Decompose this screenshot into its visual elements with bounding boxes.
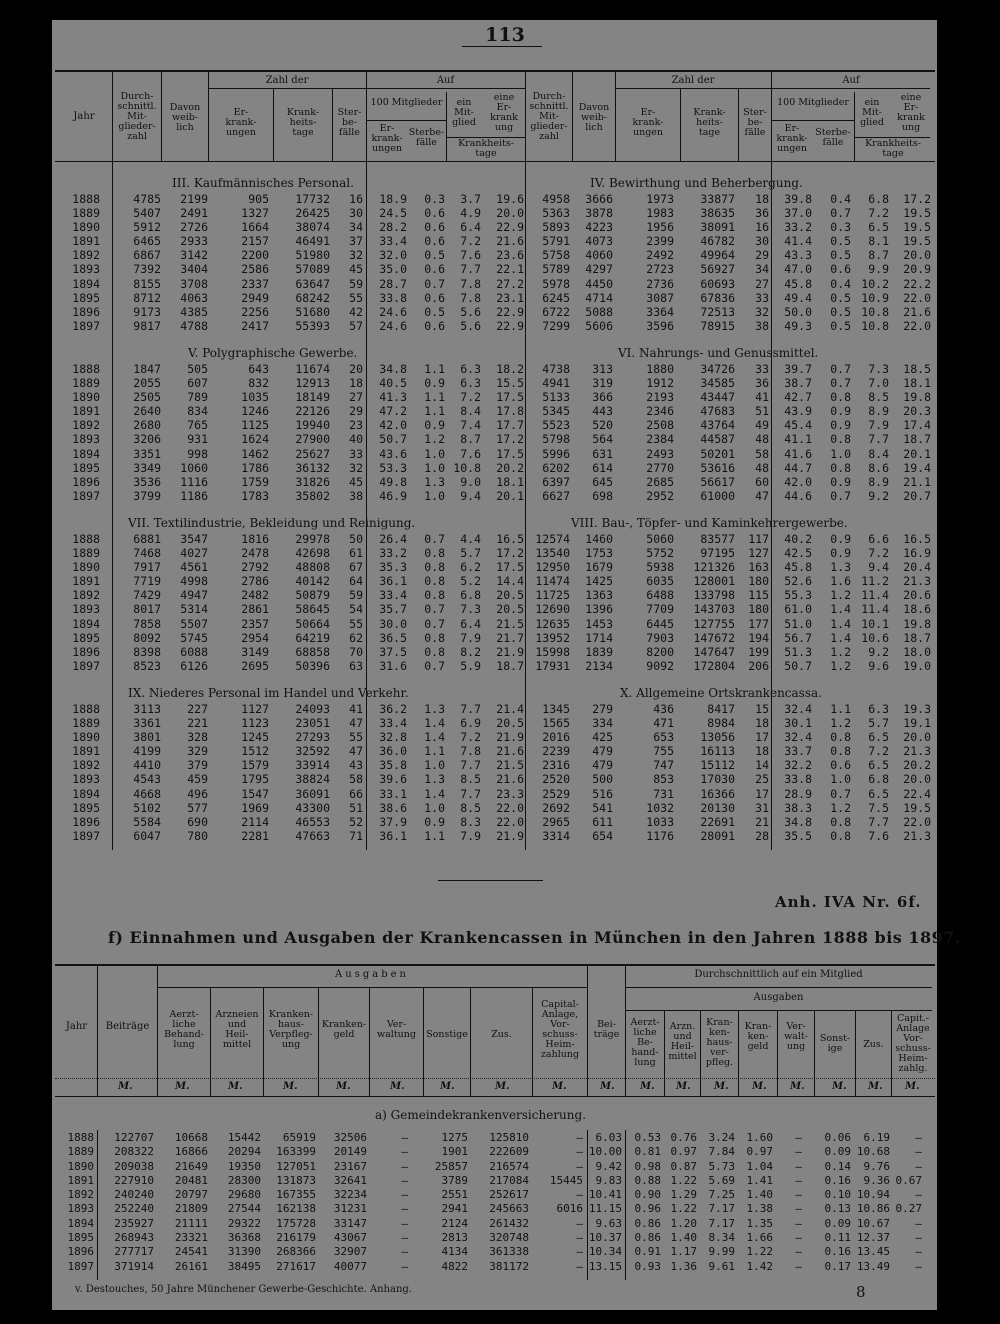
- hdr2-vline: [318, 988, 319, 1096]
- table2-column-0: 1888 1889 1890 1891 1892 1893 1894 1895 1896 1897: [67, 1131, 94, 1273]
- t2-header-beitraege: Beiträge: [105, 1021, 150, 1032]
- page-signature: 8: [856, 1283, 866, 1301]
- section-3-column-6: 0.7 0.7 0.8 0.9 0.9 0.8 1.0 0.8 0.9 0.7: [830, 362, 851, 503]
- currency-mark: M.: [790, 1081, 805, 1092]
- section-5-column-8: 16.5 16.9 20.4 21.3 20.6 18.6 19.8 18.7 18.0 19.0: [903, 532, 931, 673]
- t2-header-capit-b: Capit.- Anlage Vor- schuss- Heim- zahlg.: [895, 1013, 931, 1074]
- section-5-column-2: 5060 5752 5938 6035 6488 7709 6445 7903 8200 9092: [646, 532, 674, 673]
- section-title: VII. Textilindustrie, Bekleidung und Reinigung.: [128, 516, 416, 530]
- section-title: IV. Bewirthung und Beherbergung.: [590, 176, 803, 190]
- t2-header-krankengeld-b: Kran- ken- geld: [744, 1021, 772, 1052]
- header-zahl-der-right: Zahl der: [671, 75, 715, 86]
- section-7-column-6: 1.1 1.2 0.8 0.8 0.6 1.0 0.7 1.2 0.8 0.8: [830, 702, 851, 843]
- header-erkrankungen-sub-right: Er- krank- ungen: [776, 123, 808, 154]
- header-100-mitglieder: 100 Mitglieder: [370, 97, 443, 108]
- hdr-hline: [208, 88, 366, 89]
- year-column: 1888 1889 1890 1891 1892 1893 1894 1895 1896 1897: [72, 192, 100, 333]
- table2-column-10: 6.03 10.00 9.42 9.83 10.41 11.15 9.63 10.37 10.34 13.15: [588, 1131, 622, 1273]
- section-6-column-0: 3113 3361 3801 4199 4410 4543 4668 5102 5584 6047: [133, 702, 161, 843]
- section-1-column-5: 39.8 37.0 33.2 41.4 43.3 47.0 45.8 49.4 50.0 49.3: [784, 192, 812, 333]
- t2-header-sonstige-b: Sonst- ige: [819, 1033, 851, 1054]
- year-column: 1888 1889 1890 1891 1892 1893 1894 1895 1896 1897: [72, 702, 100, 843]
- table2-column-18: — — — 0.67 — 0.27 — — — —: [895, 1131, 922, 1273]
- table2-title: f) Einnahmen und Ausgaben der Krankencassen in München in den Jahren 1888 bis 1897.: [108, 928, 961, 947]
- section-3-column-5: 39.7 38.7 42.7 43.9 45.4 41.1 41.6 44.7 42.0 44.6: [784, 362, 812, 503]
- table1-header-bottom-rule: [55, 161, 935, 162]
- currency-mark: M.: [600, 1081, 615, 1092]
- section-6-column-2: 1127 1123 1245 1512 1579 1795 1547 1969 2114 2281: [241, 702, 269, 843]
- section-title: V. Polygraphische Gewerbe.: [188, 346, 358, 360]
- t2-header-zus: Zus.: [491, 1029, 512, 1040]
- section-5-column-1: 1460 1753 1679 1425 1363 1396 1453 1714 1839 2134: [585, 532, 613, 673]
- currency-mark: M.: [832, 1081, 847, 1092]
- section-2-column-8: 18.2 15.5 17.5 17.8 17.7 17.2 17.5 20.2 18.1 20.1: [496, 362, 524, 503]
- section-0-column-0: 4785 5407 5912 6465 6867 7392 8155 8712 9173 9817: [133, 192, 161, 333]
- table2-column-8: 125810 222609 216574 217084 252617 245663 261432 320748 361338 381172: [489, 1131, 529, 1273]
- header-eine-erkrankung-right: eine Er- krank ung: [897, 92, 925, 133]
- header-sterbefaelle-right: Ster- be- fälle: [743, 107, 767, 138]
- section-2-column-6: 1.1 0.9 1.1 1.1 0.9 1.2 1.0 1.0 1.3 1.0: [424, 362, 445, 503]
- header-krankheitstage: Krank- heits- tage: [286, 107, 320, 138]
- t2-header-arzn-b: Arzn. und Heil- mittel: [668, 1021, 697, 1062]
- section-0-column-1: 2199 2491 2726 2933 3142 3404 3708 4063 4385 4788: [180, 192, 208, 333]
- section-0-column-4: 16 30 34 37 32 45 59 55 42 57: [349, 192, 363, 333]
- section-6-column-5: 36.2 33.4 32.8 36.0 35.8 39.6 33.1 38.6 37.9 36.1: [379, 702, 407, 843]
- section-title: VIII. Bau-, Töpfer- und Kaminkehrergewerbe.: [571, 516, 848, 530]
- t2-header-sonstige: Sonstige: [426, 1029, 468, 1040]
- table2-column-11: 0.53 0.81 0.98 0.88 0.90 0.96 0.86 0.86 0.91 0.93: [634, 1131, 661, 1273]
- currency-mark: M.: [336, 1081, 351, 1092]
- section-5-column-0: 12574 13540 12950 11474 11725 12690 12635 13952 15998 17931: [535, 532, 570, 673]
- section-title: X. Allgemeine Ortskrankencassa.: [620, 686, 822, 700]
- hdr2-currency-rule: [55, 1078, 935, 1079]
- section-6-column-1: 227 221 328 329 379 459 496 577 690 780: [187, 702, 208, 843]
- currency-mark: M.: [175, 1081, 190, 1092]
- currency-mark: M.: [228, 1081, 243, 1092]
- section-5-column-4: 117 127 163 180 115 180 177 194 199 206: [748, 532, 769, 673]
- hdr-hline: [366, 120, 446, 121]
- header-sterbefaelle-sub: Sterbe- fälle: [408, 127, 445, 148]
- t2-header-krankengeld: Kranken- geld: [321, 1019, 367, 1040]
- section-7-column-0: 1345 1565 2016 2239 2316 2520 2529 2692 2965 3314: [542, 702, 570, 843]
- currency-mark: M.: [752, 1081, 767, 1092]
- currency-mark: M.: [495, 1081, 510, 1092]
- header-erkrankungen-sub: Er- krank- ungen: [371, 123, 403, 154]
- section-4-column-2: 1816 2478 2792 2786 2482 2861 2357 2954 3149 2695: [241, 532, 269, 673]
- section-3-column-2: 1880 1912 2193 2346 2508 2384 2493 2770 2685 2952: [646, 362, 674, 503]
- section-2-column-7: 6.3 6.3 7.2 8.4 7.4 8.7 7.6 10.8 9.0 9.4: [453, 362, 481, 503]
- header-erkrankungen: Er- krank- ungen: [225, 107, 257, 138]
- section-1-column-8: 17.2 19.5 19.5 19.5 20.0 20.9 22.2 22.0 21.6 22.0: [903, 192, 931, 333]
- section-6-column-6: 1.3 1.4 1.4 1.1 1.0 1.3 1.4 1.0 0.9 1.1: [424, 702, 445, 843]
- section-2-column-3: 11674 12913 18149 22126 19940 27900 25627 36132 31826 35802: [295, 362, 330, 503]
- header-krankheitstage-sub-right: Krankheits- tage: [865, 138, 921, 159]
- table2-header-bottom-rule: [55, 1096, 935, 1097]
- section-4-column-0: 6881 7468 7917 7719 7429 8017 7858 8092 8398 8523: [133, 532, 161, 673]
- hdr2-vline: [470, 988, 471, 1096]
- table2-column-9: — — — 15445 — 6016 — — — —: [549, 1131, 583, 1273]
- hdr2-vline: [369, 988, 370, 1096]
- anhang-reference: Anh. IVA Nr. 6f.: [775, 893, 922, 911]
- header-davon-weiblich: Davon weib- lich: [169, 102, 201, 133]
- section-1-column-6: 0.4 0.7 0.3 0.5 0.5 0.6 0.4 0.5 0.5 0.5: [830, 192, 851, 333]
- section-0-column-8: 19.6 20.0 22.9 21.6 23.6 22.1 27.2 23.1 22.9 22.9: [496, 192, 524, 333]
- section-0-column-6: 0.3 0.6 0.6 0.6 0.5 0.6 0.7 0.6 0.5 0.6: [424, 192, 445, 333]
- t2-header-arzneien: Arzneien und Heil- mittel: [215, 1009, 259, 1050]
- table2-column-1: 122707 208322 209038 227910 240240 252240 235927 268943 277717 371914: [114, 1131, 154, 1273]
- currency-mark: M.: [552, 1081, 567, 1092]
- section-3-column-0: 4738 4941 5133 5345 5523 5798 5996 6202 6397 6627: [542, 362, 570, 503]
- table2-column-7: 1275 1901 25857 3789 2551 2941 2124 2813 4134 4822: [434, 1131, 468, 1273]
- table2-column-14: 1.60 0.97 1.04 1.41 1.40 1.38 1.35 1.66 1.22 1.42: [746, 1131, 773, 1273]
- section-0-column-2: 905 1327 1664 2157 2200 2586 2337 2949 2256 2417: [241, 192, 269, 333]
- section-5-column-6: 0.9 0.9 1.3 1.6 1.2 1.4 1.4 1.4 1.2 1.2: [830, 532, 851, 673]
- section-2-column-2: 643 832 1035 1246 1125 1624 1462 1786 1759 1783: [241, 362, 269, 503]
- section-1-column-1: 3666 3878 4223 4073 4060 4297 4450 4714 5088 5606: [585, 192, 613, 333]
- table2-column-12: 0.76 0.97 0.87 1.22 1.29 1.22 1.20 1.40 1.17 1.36: [670, 1131, 697, 1273]
- section-7-column-8: 19.3 19.1 20.0 21.3 20.2 20.0 22.4 19.5 22.0 21.3: [903, 702, 931, 843]
- t2-header-ausgaben-sub: Ausgaben: [753, 992, 804, 1003]
- section-4-column-5: 26.4 33.2 35.3 36.1 33.4 35.7 30.0 36.5 37.5 31.6: [379, 532, 407, 673]
- hdr2-vline: [423, 988, 424, 1096]
- hdr2-hline: [625, 987, 932, 988]
- header-auf-right: Auf: [842, 75, 860, 86]
- section-3-column-3: 34726 34585 43447 47683 43764 44587 50201 53616 56617 61000: [700, 362, 735, 503]
- table2-column-16: 0.06 0.09 0.14 0.16 0.10 0.13 0.09 0.11 0.16 0.17: [824, 1131, 851, 1273]
- section-5-column-5: 40.2 42.5 45.8 52.6 55.3 61.0 51.0 56.7 51.3 50.7: [784, 532, 812, 673]
- header-krankheitstage-right: Krank- heits- tage: [693, 107, 726, 138]
- section-7-column-3: 8417 8984 13056 16113 15112 17030 16366 20130 22691 28091: [700, 702, 735, 843]
- footnote: v. Destouches, 50 Jahre Münchener Gewerbe-Geschichte. Anhang.: [75, 1284, 412, 1295]
- section-2-column-5: 34.8 40.5 41.3 47.2 42.0 50.7 43.6 53.3 49.8 46.9: [379, 362, 407, 503]
- currency-mark: M.: [118, 1081, 133, 1092]
- hdr2-hline: [625, 1010, 932, 1011]
- t2-header-durchschnittlich: Durchschnittlich auf ein Mitglied: [694, 969, 863, 980]
- table2-column-4: 65919 163399 127051 131873 167355 162138 175728 216179 268366 271617: [276, 1131, 316, 1273]
- header-100-mitglieder-right: 100 Mitglieder: [777, 97, 849, 108]
- section-1-column-2: 1973 1983 1956 2399 2492 2723 2736 3087 3364 3596: [646, 192, 674, 333]
- section-3-column-4: 33 36 41 51 49 48 58 48 60 47: [755, 362, 769, 503]
- t2-header-zus-b: Zus.: [863, 1039, 884, 1050]
- header-eine-erkrankung: eine Er- krank ung: [490, 92, 518, 133]
- hdr-hline: [771, 88, 930, 89]
- header-jahr: Jahr: [73, 111, 95, 122]
- section-2-column-1: 505 607 789 834 765 931 998 1060 1116 1186: [180, 362, 208, 503]
- t2-header-aerztliche: Aerzt- liche Behand- lung: [164, 1009, 204, 1050]
- section-1-column-3: 33877 38635 38091 46782 49964 56927 60693 67836 72513 78915: [700, 192, 735, 333]
- currency-mark: M.: [640, 1081, 655, 1092]
- header-davon-weiblich-right: Davon weib- lich: [578, 102, 610, 133]
- year-column: 1888 1889 1890 1891 1892 1893 1894 1895 1896 1897: [72, 532, 100, 673]
- page-number-underline: [462, 46, 542, 47]
- table2-column-13: 3.24 7.84 5.73 5.69 7.25 7.17 7.17 8.34 9.99 9.61: [708, 1131, 735, 1273]
- currency-mark: M.: [868, 1081, 883, 1092]
- section-4-column-7: 4.4 5.7 6.2 5.2 6.8 7.3 6.4 7.9 8.2 5.9: [460, 532, 481, 673]
- section-5-column-3: 83577 97195 121326 128001 133798 143703 127755 147672 147647 172804: [693, 532, 735, 673]
- table1-top-rule: [55, 70, 935, 72]
- currency-mark: M.: [905, 1081, 920, 1092]
- table2-top-rule: [55, 964, 935, 966]
- hdr-hline: [771, 120, 854, 121]
- section-title: VI. Nahrungs- und Genussmittel.: [618, 346, 819, 360]
- header-krankheitstage-sub: Krankheits- tage: [458, 138, 514, 159]
- t2-header-verwaltung-b: Ver- walt- ung: [784, 1021, 808, 1052]
- header-zahl-der: Zahl der: [265, 75, 309, 86]
- header-auf: Auf: [436, 75, 455, 86]
- section-3-column-8: 18.5 18.1 19.8 20.3 17.4 18.7 20.1 19.4 21.1 20.7: [903, 362, 931, 503]
- header-sterbefaelle-sub-right: Sterbe- fälle: [815, 127, 851, 148]
- table2-section-title: a) Gemeindekrankenversicherung.: [375, 1108, 587, 1122]
- section-0-column-5: 18.9 24.5 28.2 33.4 32.0 35.0 28.7 33.8 24.6 24.6: [379, 192, 407, 333]
- section-0-column-3: 17732 26425 38074 46491 51980 57089 63647 68242 51680 55393: [295, 192, 330, 333]
- section-title: IX. Niederes Personal im Handel und Verkehr.: [128, 686, 409, 700]
- section-0-column-7: 3.7 4.9 6.4 7.2 7.6 7.7 7.8 7.8 5.6 5.6: [460, 192, 481, 333]
- t2-header-verwaltung: Ver- waltung: [377, 1019, 416, 1040]
- hdr2-hline: [157, 987, 587, 988]
- page-number: 113: [485, 24, 525, 46]
- section-6-column-7: 7.7 6.9 7.2 7.8 7.7 8.5 7.7 8.5 8.3 7.9: [460, 702, 481, 843]
- table2-column-5: 32506 20149 23167 32641 32234 31231 33147 43067 32907 40077: [333, 1131, 367, 1273]
- section-4-column-8: 16.5 17.2 17.5 14.4 20.5 20.5 21.5 21.7 21.9 18.7: [496, 532, 524, 673]
- section-6-column-8: 21.4 20.5 21.9 21.6 21.5 21.6 23.3 22.0 22.0 21.9: [496, 702, 524, 843]
- header-mitgliederzahl: Durch- schnittl. Mit- glieder- zahl: [117, 91, 157, 142]
- section-4-column-6: 0.7 0.8 0.8 0.8 0.8 0.7 0.7 0.8 0.8 0.7: [424, 532, 445, 673]
- separator-rule: [438, 880, 543, 881]
- t2-header-jahr: Jahr: [65, 1021, 88, 1032]
- header-ein-mitglied-right: ein Mit- glied: [860, 97, 884, 128]
- section-1-column-0: 4958 5363 5893 5791 5758 5789 5978 6245 6722 7299: [542, 192, 570, 333]
- section-1-column-4: 18 36 16 30 29 34 27 33 32 38: [755, 192, 769, 333]
- t2-header-capital: Capital- Anlage, Vor- schuss- Heim- zahlung: [540, 999, 580, 1060]
- section-2-column-4: 20 18 27 29 23 40 33 32 45 38: [349, 362, 363, 503]
- currency-mark: M.: [283, 1081, 298, 1092]
- section-4-column-3: 29978 42698 48808 40142 50879 58645 50664 64219 68858 50396: [295, 532, 330, 673]
- section-7-column-2: 436 471 653 755 747 853 731 1032 1033 1176: [646, 702, 674, 843]
- section-3-column-7: 7.3 7.0 8.5 8.9 7.9 7.7 8.4 8.6 8.9 9.2: [868, 362, 889, 503]
- section-5-column-7: 6.6 7.2 9.4 11.2 11.4 11.4 10.1 10.6 9.2 9.6: [861, 532, 889, 673]
- header-mitgliederzahl-right: Durch- schnittl. Mit- glieder- zahl: [529, 91, 569, 142]
- section-7-column-5: 32.4 30.1 32.4 33.7 32.2 33.8 28.9 38.3 34.8 35.5: [784, 702, 812, 843]
- hdr-hline: [366, 88, 525, 89]
- table2-column-15: — — — — — — — — — —: [795, 1131, 802, 1273]
- header-ein-mitglied: ein Mit- glied: [452, 97, 476, 128]
- header-sterbefaelle: Ster- be- fälle: [337, 107, 362, 138]
- hdr2-vline: [855, 1011, 856, 1096]
- section-6-column-4: 41 47 55 47 43 58 66 51 52 71: [349, 702, 363, 843]
- t2-header-aerztl-b: Aerzt- liche Be- hand- lung: [630, 1017, 660, 1068]
- section-6-column-3: 24093 23051 27293 32592 33914 38824 36091 43300 46553 47663: [295, 702, 330, 843]
- section-4-column-4: 50 61 67 64 59 54 55 62 70 63: [349, 532, 363, 673]
- hdr-hline: [615, 88, 771, 89]
- table2-column-3: 15442 20294 19350 28300 29680 27544 29322 36368 31390 38495: [227, 1131, 261, 1273]
- section-7-column-7: 6.3 5.7 6.5 7.2 6.5 6.8 6.5 7.5 7.7 7.6: [868, 702, 889, 843]
- currency-mark: M.: [714, 1081, 729, 1092]
- t2-header-krankenhaus-b: Kran- ken- haus- ver- pfleg.: [705, 1017, 734, 1068]
- section-7-column-4: 15 18 17 18 14 25 17 31 21 28: [755, 702, 769, 843]
- currency-mark: M.: [390, 1081, 405, 1092]
- section-title: III. Kaufmännisches Personal.: [172, 176, 354, 190]
- section-4-column-1: 3547 4027 4561 4998 4947 5314 5507 5745 6088 6126: [180, 532, 208, 673]
- t2-header-krankenhaus: Kranken- haus- Verpfleg- ung: [268, 1009, 314, 1050]
- t2-header-ausgaben: Ausgaben: [335, 969, 409, 980]
- section-3-column-1: 313 319 366 443 520 564 631 614 645 698: [592, 362, 613, 503]
- section-7-column-1: 279 334 425 479 479 500 516 541 611 654: [592, 702, 613, 843]
- table2-column-2: 10668 16866 21649 20481 20797 21809 21111 23321 24541 26161: [174, 1131, 208, 1273]
- section-1-column-7: 6.8 7.2 6.5 8.1 8.7 9.9 10.2 10.9 10.8 10.8: [861, 192, 889, 333]
- currency-mark: M.: [676, 1081, 691, 1092]
- currency-mark: M.: [440, 1081, 455, 1092]
- section-2-column-0: 1847 2055 2505 2640 2680 3206 3351 3349 3536 3799: [133, 362, 161, 503]
- table2-column-17: 6.19 10.68 9.76 9.36 10.94 10.86 10.67 12.37 13.45 13.49: [856, 1131, 890, 1273]
- header-erkrankungen-right: Er- krank- ungen: [632, 107, 664, 138]
- t2-header-beitraege-b: Bei- träge: [593, 1019, 620, 1040]
- year-column: 1888 1889 1890 1891 1892 1893 1894 1895 1896 1897: [72, 362, 100, 503]
- table2-column-6: — — — — — — — — — —: [401, 1131, 408, 1273]
